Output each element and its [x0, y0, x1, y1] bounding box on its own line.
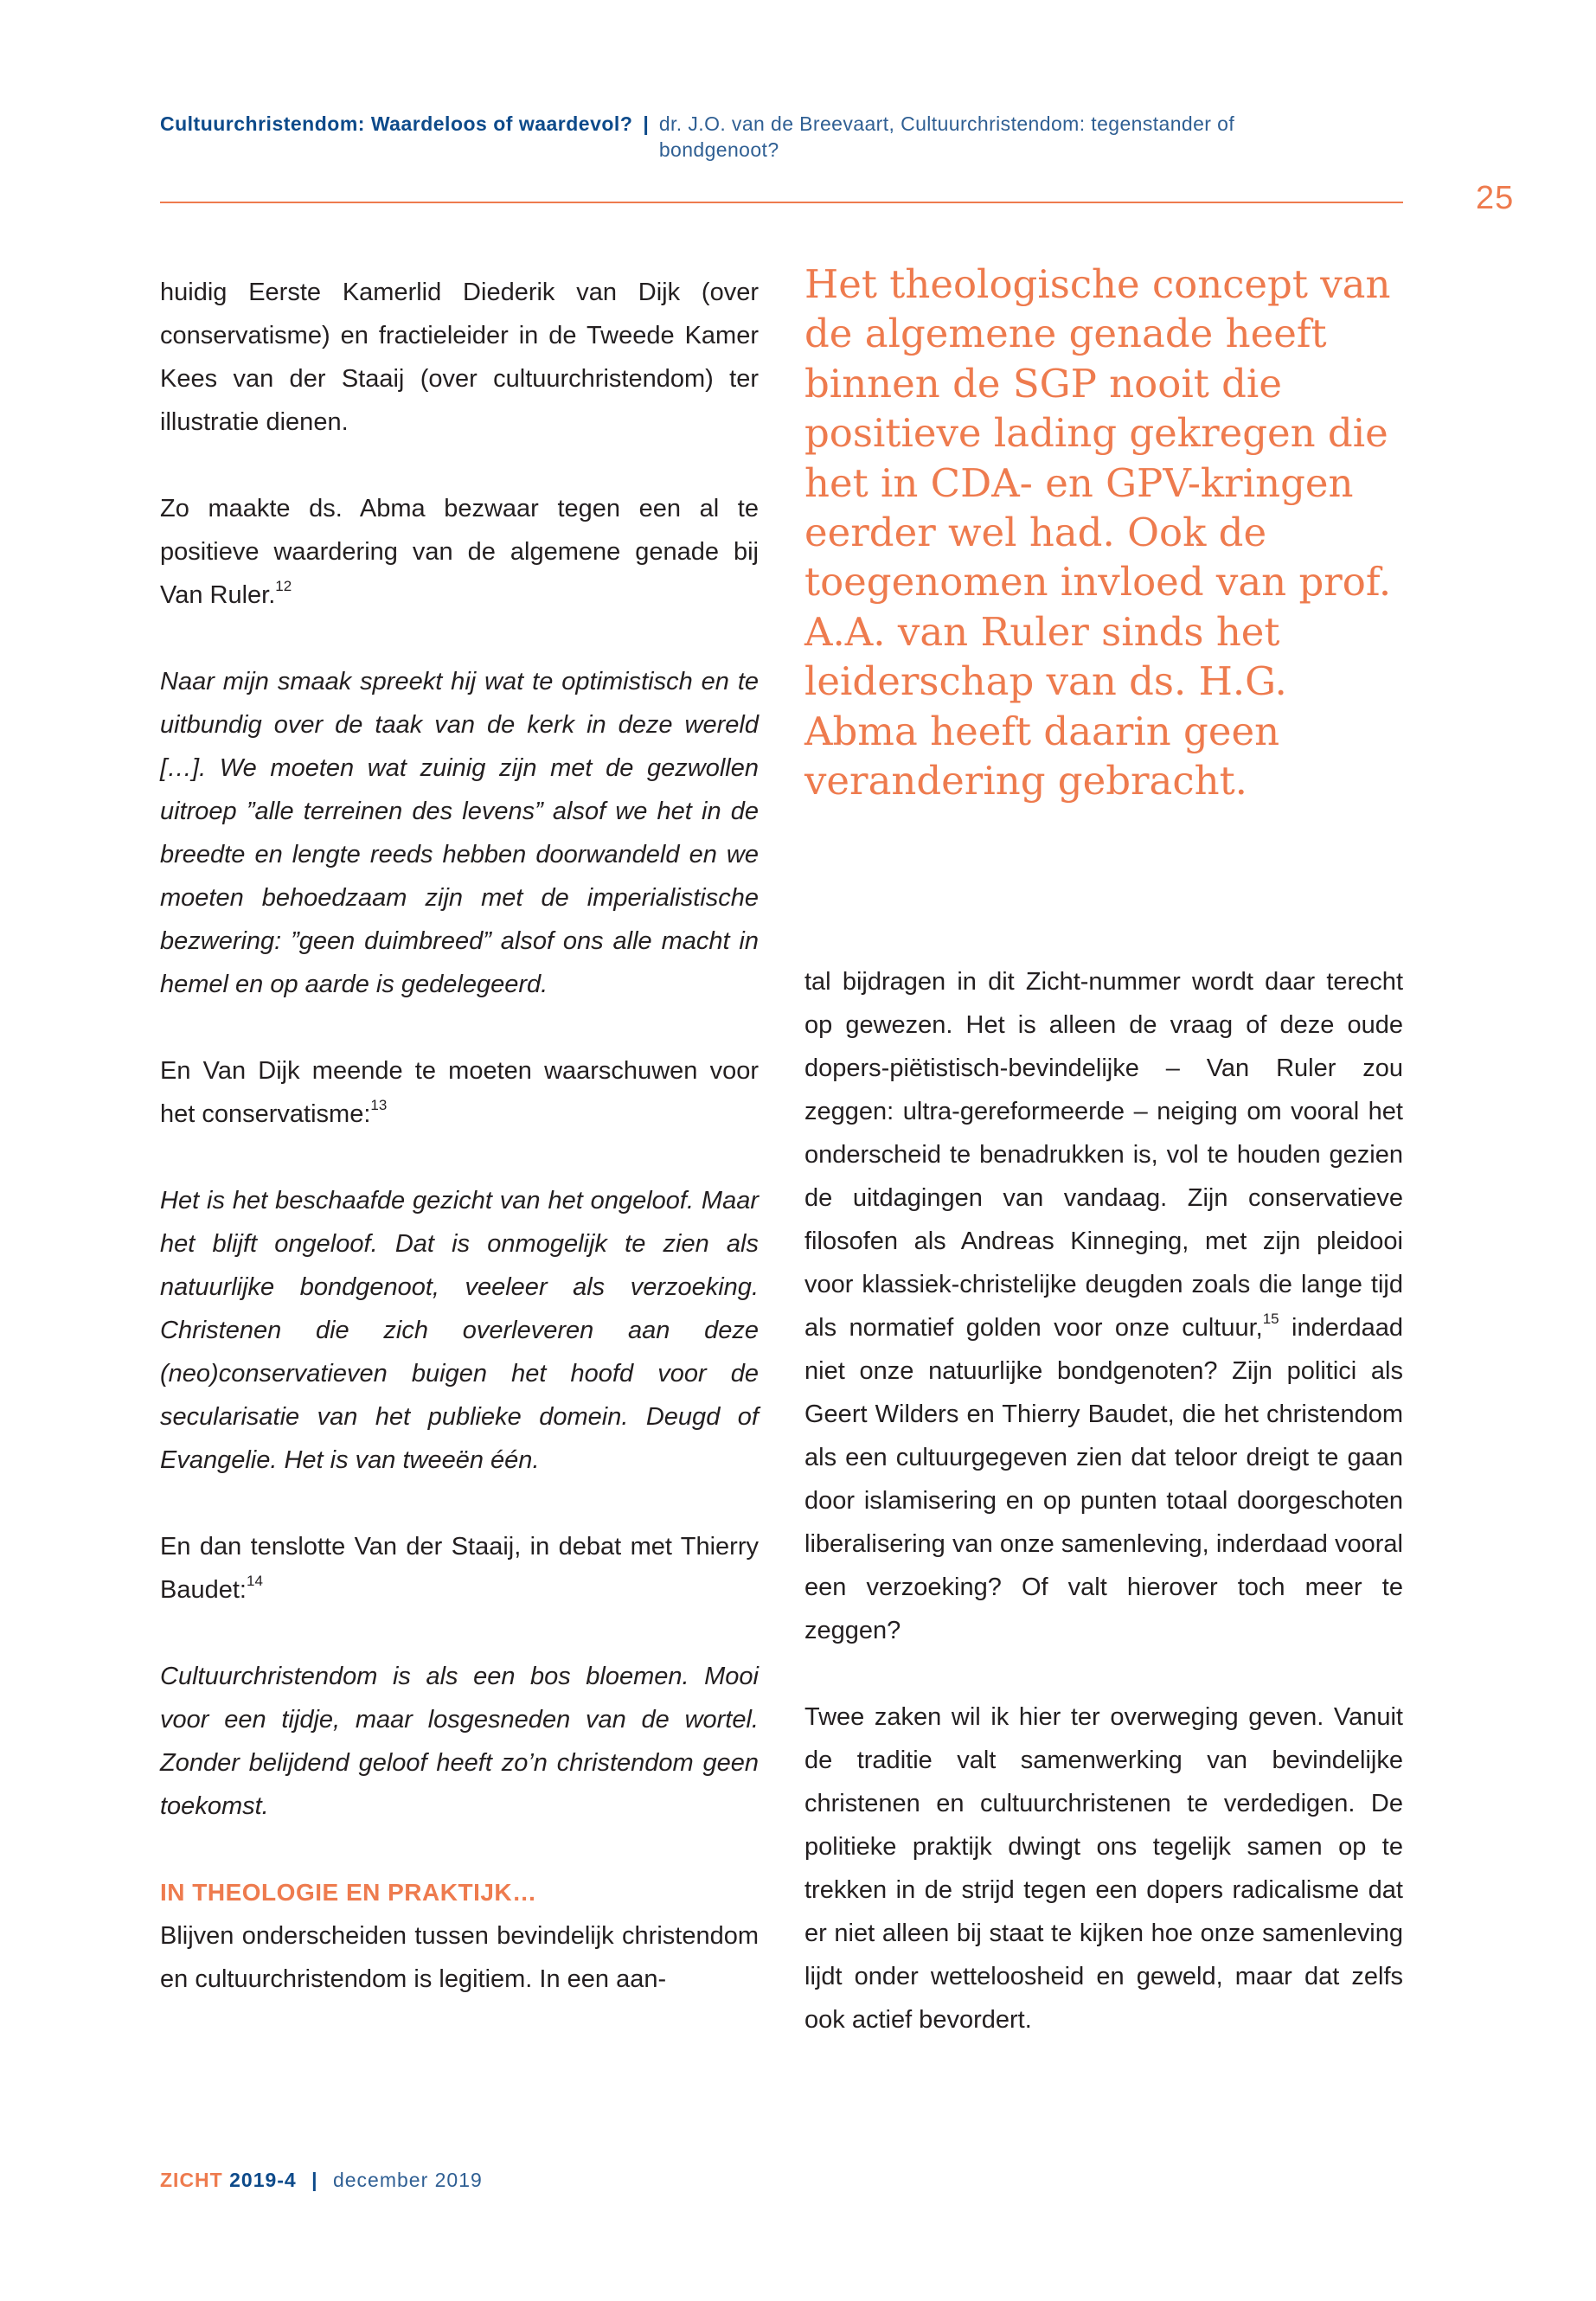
paragraph: En dan tenslotte Van der Staaij, in debat met Thierry Baudet:$^{14}$: [160, 1533, 759, 1604]
paragraph: Blijven onderscheiden tussen bevindelijk christendom en cultuurchristendom is legitiem. In een aan-: [160, 1922, 759, 1993]
pull-quote: Het theologische concept van de algemene genade heeft binnen de SGP nooit die positieve lading gekregen die het in CDA- en GPV-kringen eerder wel had. Ook de toegenomen invloed van prof. A.A. van Ruler sinds het leiderschap van ds. H.G. Abma heeft daarin geen verandering gebracht.: [804, 261, 1392, 804]
running-header: [160, 111, 1414, 163]
left-column: [160, 271, 759, 2044]
paragraph: tal bijdragen in dit Zicht-nummer wordt daar terecht op gewezen. Het is alleen de vraag of deze oude dopers-piëtistisch-bevindelijke – Van Ruler zou zeggen: ultra-gereformeerde – neiging om vooral het onderscheid te benadrukken is, vol te houden gezien de uitdagingen van vandaag. Zijn conservatieve filosofen als Andreas Kinneging, met zijn pleidooi voor klassiek-christelijke deugden zoals die lange tijd als normatief golden voor onze cultuur,$^{15}$ inderdaad niet onze natuurlijke bondgenoten? Zijn politici als Geert Wilders en Thierry Baudet, die het christendom als een cultuurgegeven zien dat teloor dreigt te gaan door islamisering en op punten totaal doorgeschoten liberalisering van onze samenleving, inderdaad vooral een verzoeking? Of valt hierover toch meer te zeggen?: [804, 968, 1403, 1644]
block-quote: Cultuurchristendom is als een bos bloemen. Mooi voor een tijdje, maar losgesneden van de wortel. Zonder belijdend geloof heeft zo’n christendom geen toekomst.: [160, 1663, 759, 1820]
page-number: 25: [1476, 180, 1515, 216]
article-byline: dr. J.O. van de Breevaart, Cultuurchristendom: tegenstander of bondgenoot?: [658, 112, 1235, 161]
footer-separator: |: [311, 2169, 318, 2191]
header-separator: |: [643, 112, 649, 135]
magazine-brand: ZICHT: [160, 2169, 223, 2191]
header-rule: [160, 202, 1403, 203]
section-heading: IN THEOLOGIE EN PRAKTIJK…: [160, 1879, 537, 1906]
footnote-ref[interactable]: 14: [246, 1573, 263, 1589]
block-quote: Het is het beschaafde gezicht van het ongeloof. Maar het blijft ongeloof. Dat is onmogelijk te zien als natuurlijke bondgenoot, veeleer als verzoeking. Christenen die zich overleveren aan deze (neo)conservatieven buigen het hoofd voor de secularisatie van het publieke domein. Deugd of Evangelie. Het is van tweeën één.: [160, 1187, 759, 1474]
footnote-ref[interactable]: 13: [370, 1097, 388, 1113]
issue-date: december 2019: [332, 2169, 483, 2191]
paragraph: Zo maakte ds. Abma bezwaar tegen een al te positieve waardering van de algemene genade bij Van Ruler.$^{12}$: [160, 495, 759, 609]
paragraph: Twee zaken wil ik hier ter overweging geven. Vanuit de traditie valt samenwerking van bevindelijke christenen en cultuurchristenen te verdedigen. De politieke praktijk dwingt ons tegelijk samen op te trekken in de strijd tegen een dopers radicalisme dat er niet alleen bij staat te kijken hoe onze samenleving lijdt onder wetteloosheid en geweld, maar dat zelfs ook actief bevordert.: [804, 1703, 1403, 2034]
journal-section-title: Cultuurchristendom: Waardeloos of waardevol?: [160, 112, 633, 135]
right-column: [804, 960, 1403, 2085]
page-footer: [160, 2169, 483, 2192]
paragraph: huidig Eerste Kamerlid Diederik van Dijk (over conservatisme) en fractieleider in de Tweede Kamer Kees van der Staaij (over cultuurchristendom) ter illustratie dienen.: [160, 279, 759, 436]
footnote-ref[interactable]: 12: [275, 578, 292, 594]
footnote-ref[interactable]: 15: [1262, 1311, 1279, 1327]
block-quote: Naar mijn smaak spreekt hij wat te optimistisch en te uitbundig over de taak van de kerk in deze wereld […]. We moeten wat zuinig zijn met de gezwollen uitroep ”alle terreinen des levens” alsof we het in de breedte en lengte reeds hebben doorwandeld en we moeten behoedzaam zijn met de imperialistische bezwering: ”geen duimbreed” alsof ons alle macht in hemel en op aarde is gedelegeerd.: [160, 668, 759, 998]
paragraph: En Van Dijk meende te moeten waarschuwen voor het conservatisme:$^{13}$: [160, 1057, 759, 1128]
issue-number: 2019-4: [229, 2169, 297, 2191]
